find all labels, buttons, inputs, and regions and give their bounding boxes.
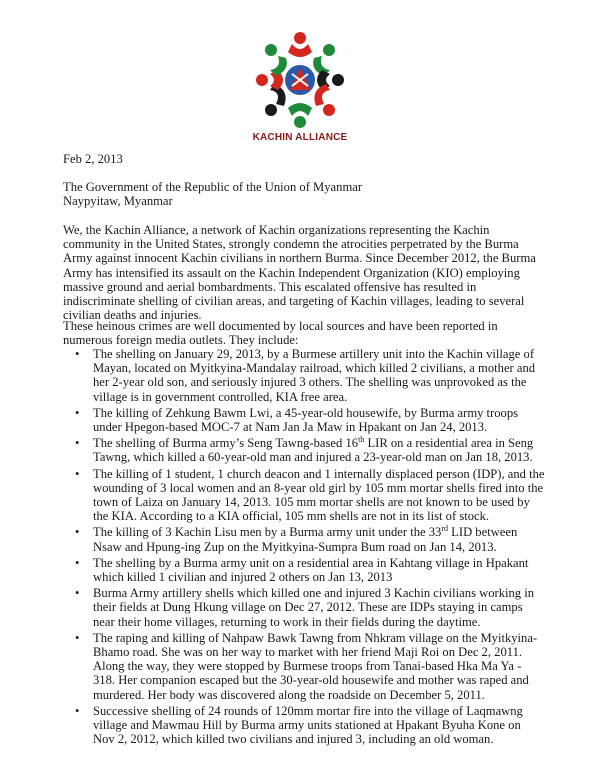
bullet-icon: •: [75, 347, 80, 361]
logo-name: KACHIN ALLIANCE: [252, 132, 348, 143]
body-paragraph-1: We, the Kachin Alliance, a network of Kachin organizations representing the Kachin community in the United States, strongly condemn the atrocities perpetrated by the Burma Army against innocent Kachin civilians in northern Burma. Since December 2012, the Burma Army has intensified its assault on the Kachin Independent Organization (KIO) employing massive ground and aerial bombardments. This escalated offensive has resulted in indiscriminate shelling of civilian areas, and targeting of Kachin villages, leading to several civilian deaths and injuries.: [63, 223, 536, 323]
list-item: • The killing of Zehkung Bawm Lwi, a 45-year-old housewife, by Burma army troops under Hpegon-based MOC-7 at Nam Jan Ja Maw in Hpakant on Jan 24, 2013.: [75, 405, 519, 435]
kachin-alliance-logo: [252, 28, 348, 148]
list-item: • The killing of 3 Kachin Lisu men by a Burma army unit under the 33rd LID between Nsaw and Hpung-ing Zup on the Myitkyina-Sumpra Bum road on Jan 14, 2013.: [75, 524, 518, 554]
list-item: • The shelling by a Burma army unit on a residential area in Kahtang village in Hpakant which killed 1 civilian and injured 2 others on Jan 13, 2013: [75, 555, 529, 585]
logo-wordmark: [252, 132, 348, 143]
incident-list: [63, 347, 545, 748]
bullet-icon: •: [75, 436, 80, 451]
body-paragraph-2: These heinous crimes are well documented by local sources and have been reported in numerous foreign media outlets. They include:: [63, 319, 498, 348]
letter-date: Feb 2, 2013: [63, 152, 123, 166]
bullet-icon: •: [75, 703, 80, 718]
recipient-address: [63, 180, 543, 208]
recipient-line-1: The Government of the Republic of the Union of Myanmar: [63, 180, 363, 194]
list-item: • Burma Army artillery shells which killed one and injured 3 Kachin civilians working in their fields at Dung Hkung village on Dec 27, 2012. These are IDPs staying in camps near their home villages, returning to work in their fields during the daytime.: [75, 586, 535, 629]
list-item: • The shelling on January 29, 2013, by a Burmese artillery unit into the Kachin village of Mayan, located on Myitkyina-Mandalay railroad, which killed 2 civilians, a mother and her 2-year old son, and seriously injured 3 others. The shelling was unprovoked as the village is in government controlled, KIA free area.: [75, 347, 536, 404]
bullet-icon: •: [75, 405, 80, 420]
list-item: • The killing of 1 student, 1 church deacon and 1 internally displaced person (IDP), and the wounding of 3 local women and an 8-year old girl by 105 mm mortar shells fired into the town of Laiza on January 14, 2013. 105 mm mortar shells are not known to be used by the KIA. According to a KIA official, 105 mm shells are not in its list of stock.: [75, 466, 545, 524]
logo-emblem-icon: [252, 28, 348, 132]
recipient-line-2: Naypyitaw, Myanmar: [63, 194, 173, 209]
list-item: • The shelling of Burma army’s Seng Tawng-based 16th LIR on a residential area in Seng Tawng, which killed a 60-year-old man and injured a 23-year-old man on Jan 18, 2013.: [75, 435, 534, 465]
bullet-icon: •: [75, 466, 80, 481]
bullet-icon: •: [75, 525, 80, 540]
bullet-icon: •: [75, 630, 80, 645]
list-item: • Successive shelling of 24 rounds of 120mm mortar fire into the village of Laqmawng village and Mawmau Hill by Burma army units stationed at Hpakant Byuha Kone on Nov 2, 2012, which killed two civilians and injured 3, including an old woman.: [75, 703, 523, 747]
list-item: • The raping and killing of Nahpaw Bawk Tawng from Nhkram village on the Myitkyina-Bhamo road. She was on her way to market with her friend Maji Roi on Dec 2, 2011. Along the way, they were stopped by Burmese troops from Tanai-based Hka Ma Ya - 318. Her companion escaped but the 30-year-old housewife and mother was raped and murdered. Her body was discovered along the roadside on December 5, 2011.: [75, 630, 538, 702]
bullet-icon: •: [75, 555, 80, 570]
bullet-icon: •: [75, 586, 80, 601]
